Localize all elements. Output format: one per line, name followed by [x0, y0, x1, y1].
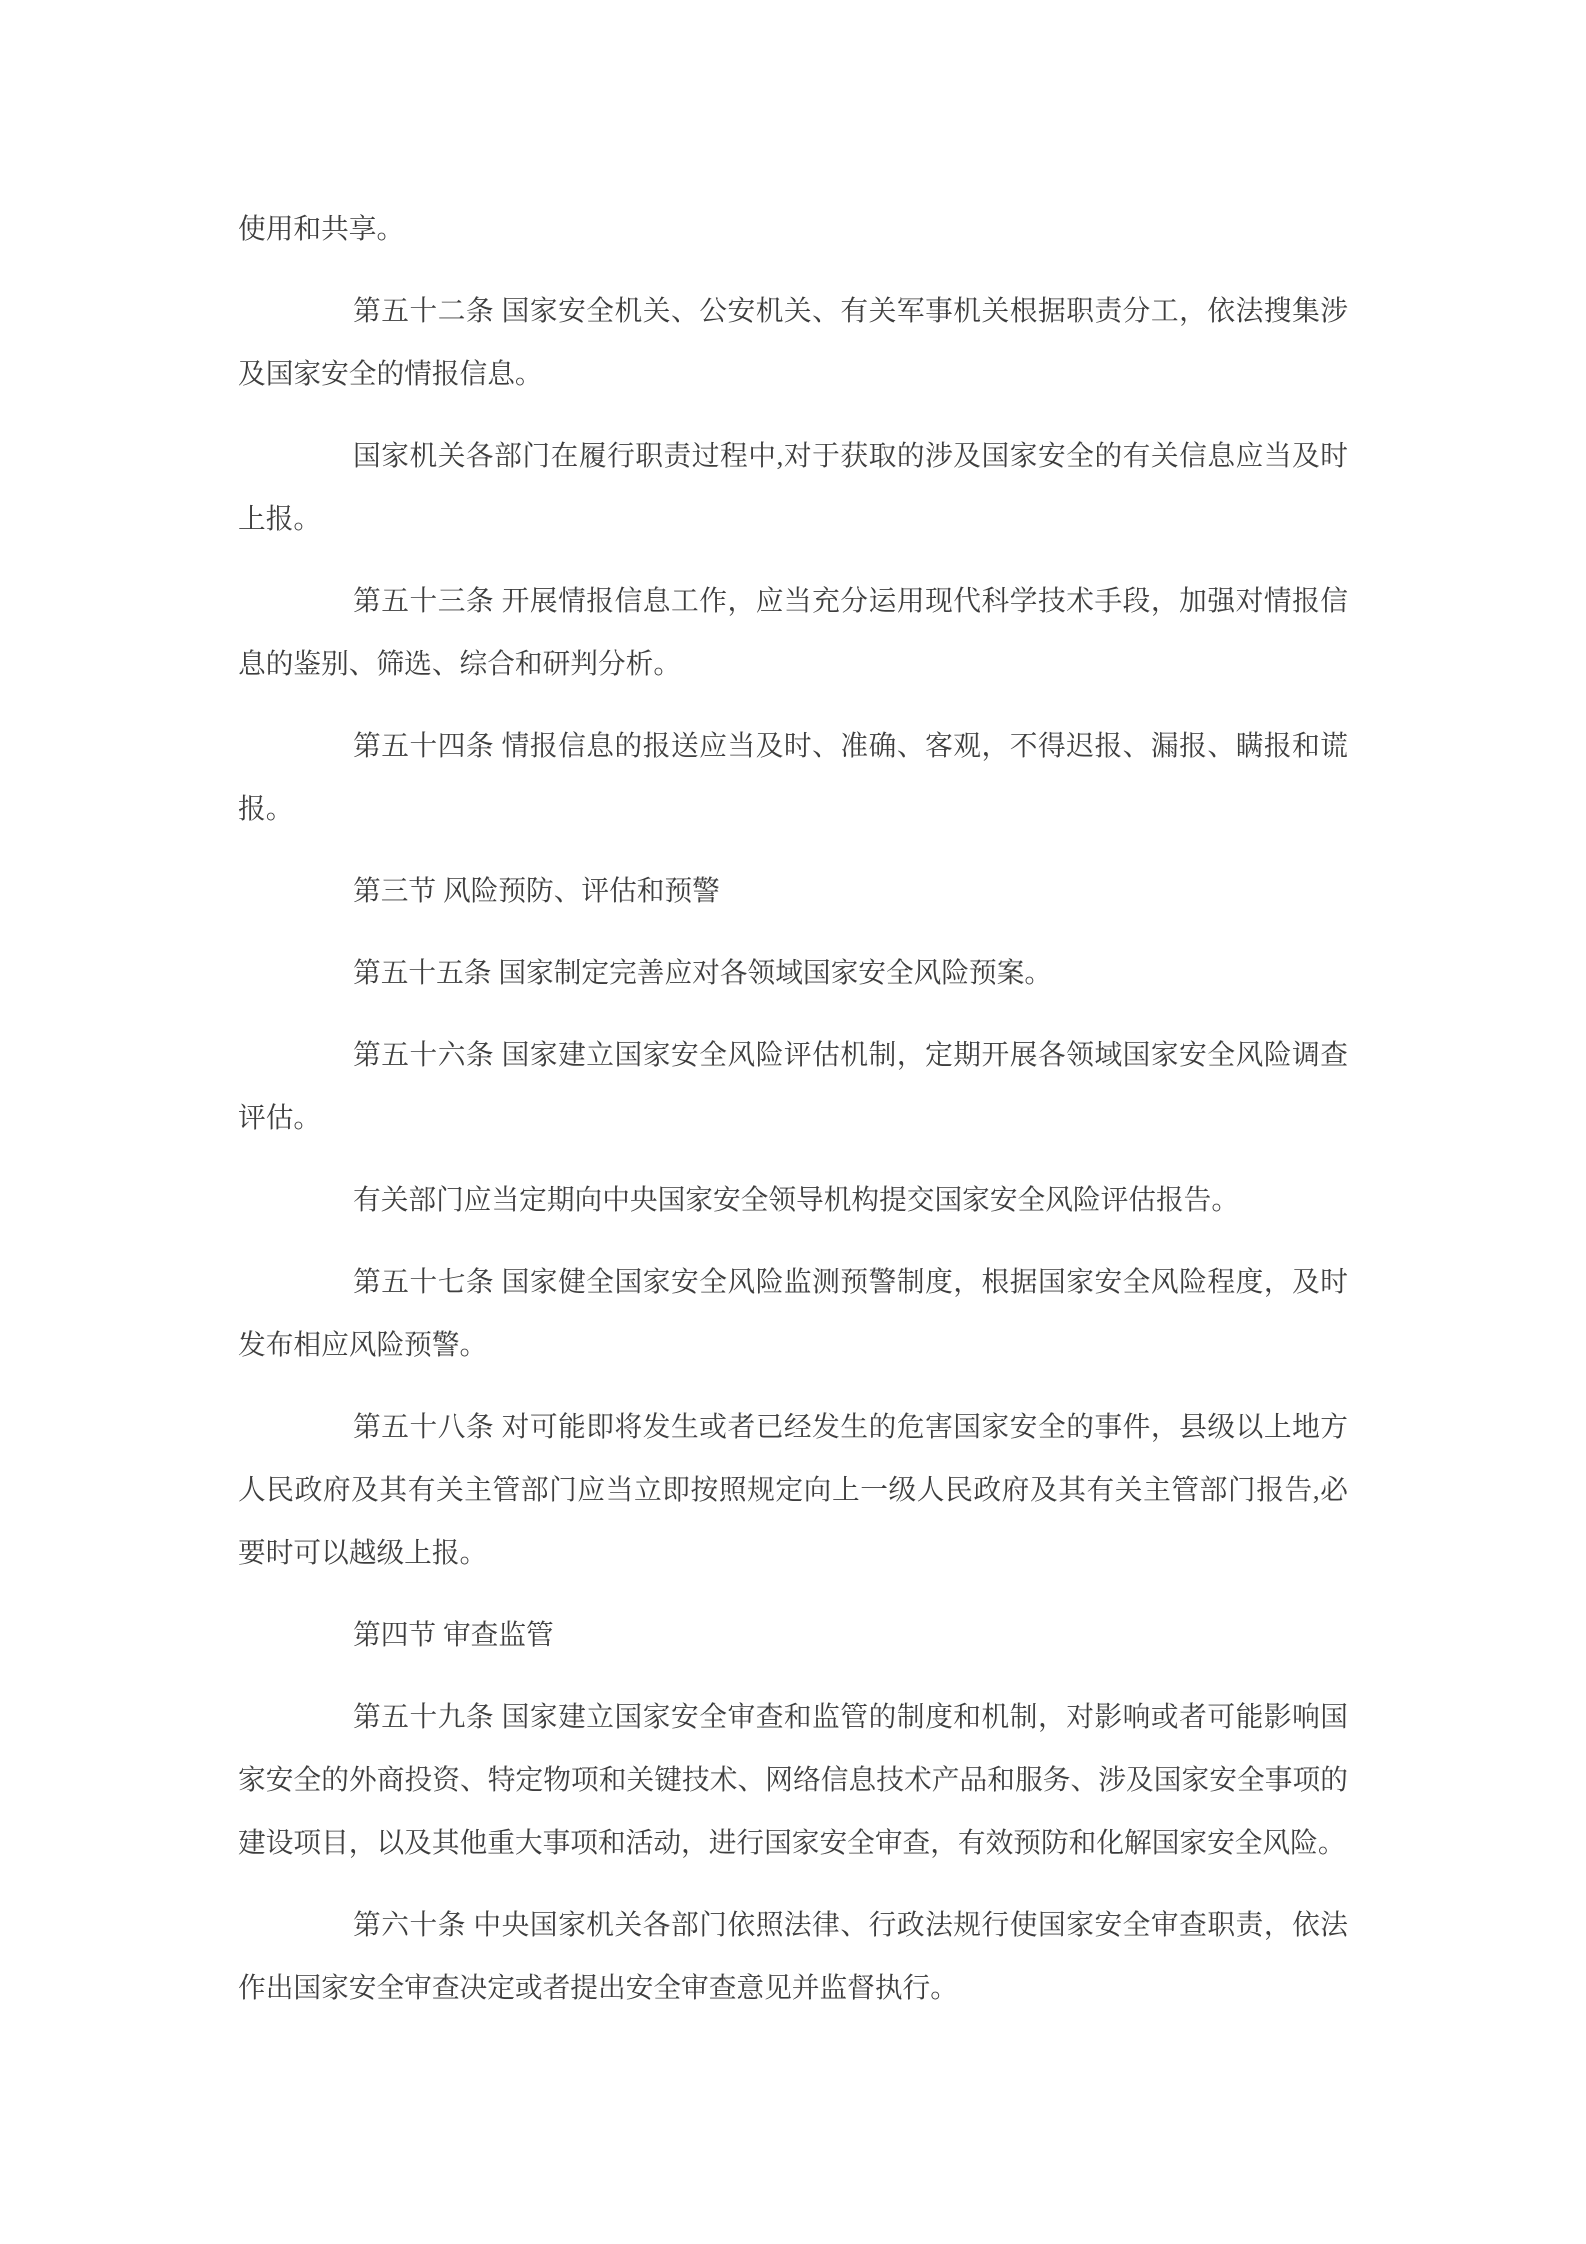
- paragraph: 第五十八条 对可能即将发生或者已经发生的危害国家安全的事件，县级以上地方人民政府及其有关主管部门应当立即按照规定向上一级人民政府及其有关主管部门报告,必要时可以越级上报。: [238, 1411, 1348, 1568]
- paragraph: 第六十条 中央国家机关各部门依照法律、行政法规行使国家安全审查职责，依法作出国家安全审查决定或者提出安全审查意见并监督执行。: [238, 1909, 1348, 2003]
- paragraph: 第五十九条 国家建立国家安全审查和监管的制度和机制，对影响或者可能影响国家安全的外商投资、特定物项和关键技术、网络信息技术产品和服务、涉及国家安全事项的建设项目，以及其他重大事项和活动，进行国家安全审查，有效预防和化解国家安全风险。: [238, 1701, 1348, 1858]
- paragraph: 使用和共享。: [238, 213, 405, 244]
- paragraph: 第五十四条 情报信息的报送应当及时、准确、客观，不得迟报、漏报、瞒报和谎报。: [238, 730, 1348, 824]
- paragraph: 第五十六条 国家建立国家安全风险评估机制，定期开展各领域国家安全风险调查评估。: [238, 1039, 1348, 1133]
- paragraph: 第五十七条 国家健全国家安全风险监测预警制度，根据国家安全风险程度，及时发布相应风险预警。: [238, 1266, 1348, 1360]
- paragraph: 第五十五条 国家制定完善应对各领域国家安全风险预案。: [353, 957, 1053, 988]
- paragraph: 有关部门应当定期向中央国家安全领导机构提交国家安全风险评估报告。: [353, 1184, 1240, 1215]
- paragraph: 第五十二条 国家安全机关、公安机关、有关军事机关根据职责分工，依法搜集涉及国家安全的情报信息。: [238, 295, 1348, 389]
- paragraph: 第五十三条 开展情报信息工作，应当充分运用现代科学技术手段，加强对情报信息的鉴别、筛选、综合和研判分析。: [238, 585, 1348, 679]
- section-heading: 第四节 审查监管: [353, 1619, 554, 1650]
- document-content: [238, 197, 1348, 2019]
- section-heading: 第三节 风险预防、评估和预警: [353, 875, 720, 906]
- paragraph: 国家机关各部门在履行职责过程中,对于获取的涉及国家安全的有关信息应当及时上报。: [238, 440, 1348, 534]
